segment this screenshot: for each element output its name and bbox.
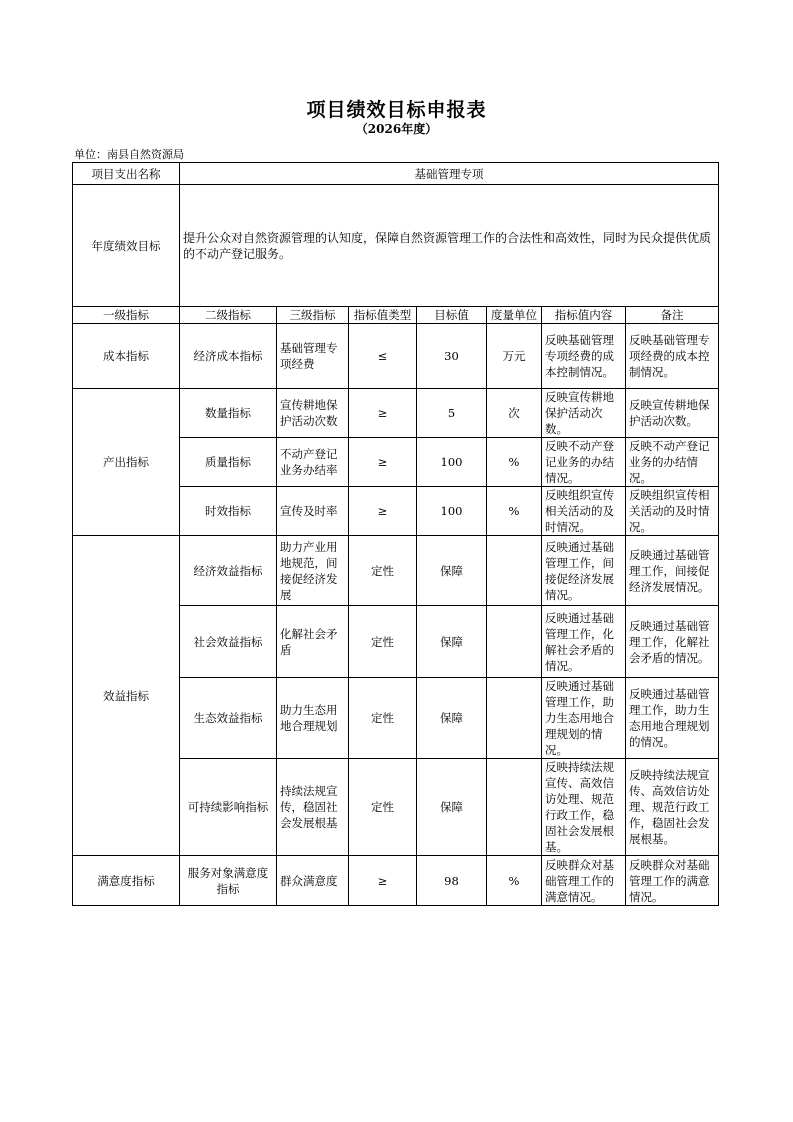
indicator-value-type: 定性 [349,536,417,606]
annual-goal-label: 年度绩效目标 [73,185,180,307]
indicator-content: 反映通过基础管理工作，化解社会矛盾的情况。 [542,606,626,678]
remark: 反映通过基础管理工作，化解社会矛盾的情况。 [626,606,719,678]
indicator-value-type: ≥ [349,487,417,536]
measure-unit: % [487,487,542,536]
indicator-content: 反映群众对基础管理工作的满意情况。 [542,856,626,906]
level1-indicator: 产出指标 [73,389,180,536]
measure-unit: 次 [487,389,542,438]
indicator-value-type: 定性 [349,678,417,759]
indicator-content: 反映宣传耕地保护活动次数。 [542,389,626,438]
level3-indicator: 化解社会矛盾 [277,606,349,678]
column-header: 备注 [626,307,719,324]
page-subtitle-year: （2026年度） [355,122,438,136]
column-header-row [73,307,719,324]
indicator-content: 反映通过基础管理工作，助力生态用地合理规划的情况。 [542,678,626,759]
level2-indicator: 时效指标 [180,487,277,536]
remark: 反映通过基础管理工作，助力生态用地合理规划的情况。 [626,678,719,759]
measure-unit: % [487,856,542,906]
unit-label: 单位：南县自然资源局 [74,148,184,161]
measure-unit [487,759,542,856]
indicator-value-type: ≥ [349,389,417,438]
measure-unit: % [487,438,542,487]
level2-indicator: 经济效益指标 [180,536,277,606]
level3-indicator: 基础管理专项经费 [277,324,349,389]
page-title: 项目绩效目标申报表 [306,99,487,121]
remark: 反映通过基础管理工作，间接促经济发展情况。 [626,536,719,606]
level2-indicator: 服务对象满意度指标 [180,856,277,906]
indicator-row [73,536,719,606]
target-value: 保障 [417,606,487,678]
indicator-content: 反映基础管理专项经费的成本控制情况。 [542,324,626,389]
remark: 反映群众对基础管理工作的满意情况。 [626,856,719,906]
level1-indicator: 满意度指标 [73,856,180,906]
remark: 反映不动产登记业务的办结情况。 [626,438,719,487]
indicator-value-type: ≥ [349,438,417,487]
project-name-label: 项目支出名称 [73,163,180,185]
remark: 反映持续法规宣传、高效信访处理、规范行政工作，稳固社会发展根基。 [626,759,719,856]
level2-indicator: 数量指标 [180,389,277,438]
indicator-row [73,856,719,906]
column-header: 目标值 [417,307,487,324]
remark: 反映组织宣传相关活动的及时情况。 [626,487,719,536]
level2-indicator: 生态效益指标 [180,678,277,759]
indicator-content: 反映通过基础管理工作，间接促经济发展情况。 [542,536,626,606]
level3-indicator: 助力生态用地合理规划 [277,678,349,759]
target-value: 保障 [417,678,487,759]
column-header: 指标值内容 [542,307,626,324]
target-value: 保障 [417,536,487,606]
target-value: 30 [417,324,487,389]
level2-indicator: 社会效益指标 [180,606,277,678]
indicator-content: 反映持续法规宣传、高效信访处理、规范行政工作，稳固社会发展根基。 [542,759,626,856]
measure-unit [487,606,542,678]
column-header: 度量单位 [487,307,542,324]
annual-goal-text: 提升公众对自然资源管理的认知度，保障自然资源管理工作的合法性和高效性，同时为民众提供优质的不动产登记服务。 [180,185,719,307]
measure-unit [487,536,542,606]
indicator-value-type: 定性 [349,759,417,856]
performance-table [72,162,719,906]
remark: 反映基础管理专项经费的成本控制情况。 [626,324,719,389]
level2-indicator: 可持续影响指标 [180,759,277,856]
level1-indicator: 成本指标 [73,324,180,389]
level2-indicator: 质量指标 [180,438,277,487]
level3-indicator: 宣传及时率 [277,487,349,536]
indicator-content: 反映组织宣传相关活动的及时情况。 [542,487,626,536]
level3-indicator: 持续法规宣传，稳固社会发展根基 [277,759,349,856]
level3-indicator: 群众满意度 [277,856,349,906]
target-value: 保障 [417,759,487,856]
measure-unit: 万元 [487,324,542,389]
level2-indicator: 经济成本指标 [180,324,277,389]
indicator-value-type: ≤ [349,324,417,389]
project-name-value: 基础管理专项 [180,163,719,185]
indicator-value-type: 定性 [349,606,417,678]
column-header: 指标值类型 [349,307,417,324]
level3-indicator: 宣传耕地保护活动次数 [277,389,349,438]
indicator-row [73,389,719,438]
remark: 反映宣传耕地保护活动次数。 [626,389,719,438]
level1-indicator: 效益指标 [73,536,180,856]
level3-indicator: 不动产登记业务办结率 [277,438,349,487]
target-value: 100 [417,438,487,487]
indicator-row [73,324,719,389]
column-header: 三级指标 [277,307,349,324]
column-header: 一级指标 [73,307,180,324]
measure-unit [487,678,542,759]
target-value: 100 [417,487,487,536]
level3-indicator: 助力产业用地规范，间接促经济发展 [277,536,349,606]
target-value: 98 [417,856,487,906]
target-value: 5 [417,389,487,438]
column-header: 二级指标 [180,307,277,324]
indicator-content: 反映不动产登记业务的办结情况。 [542,438,626,487]
indicator-value-type: ≥ [349,856,417,906]
